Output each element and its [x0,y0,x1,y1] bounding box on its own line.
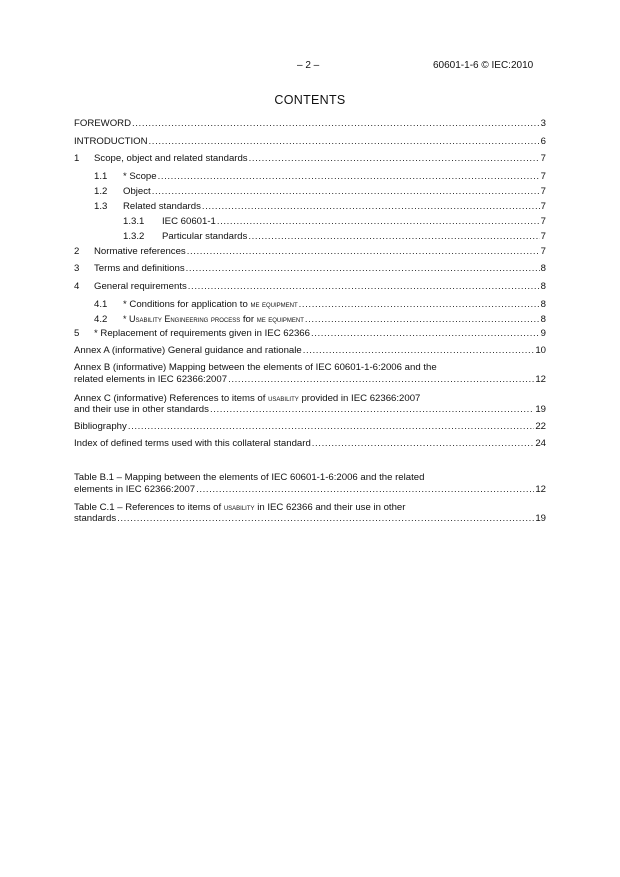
toc-entry-page: 24 [535,438,546,449]
toc-entry-label: Scope, object and related standards [94,153,248,164]
toc-entry-page: 8 [540,281,546,292]
toc-entry-page: 7 [540,201,546,212]
toc-entry-page: 8 [540,299,546,310]
toc-entry-page: 12 [535,374,546,385]
toc-entry-number: 4.2 [94,314,108,325]
page-number: – 2 – [297,60,320,71]
toc-entry-label: Particular standards [162,231,248,242]
toc-entry-page: 10 [535,345,546,356]
toc-entry-number: 1.2 [94,186,108,197]
dot-leader [132,118,540,130]
toc-entry-label: and their use in other standards [74,404,209,415]
dot-leader [248,231,539,243]
toc-entry-label: Bibliography [74,421,127,432]
toc-entry-label: INTRODUCTION [74,136,148,147]
toc-entry-clause-3[interactable] [74,263,546,275]
toc-entry-page: 9 [540,328,546,339]
toc-entry-clause-1-2[interactable] [74,186,546,198]
toc-entry-page: 7 [540,246,546,257]
toc-entry-clause-1[interactable] [74,153,546,165]
table-c1-line1[interactable]: Table C.1 – References to items of usability in IEC 62366 and their use in other [74,502,406,513]
dot-leader [152,186,540,198]
dot-leader [196,484,534,496]
toc-entry-page: 8 [540,263,546,274]
toc-entry-label: Related standards [123,201,201,212]
toc-entry-label: General requirements [94,281,187,292]
toc-entry-label: Index of defined terms used with this collateral standard [74,438,311,449]
toc-entry-number: 1.3.2 [123,231,145,242]
toc-entry-label: Object [123,186,151,197]
dot-leader [303,345,535,357]
toc-entry-label: standards [74,513,117,524]
toc-entry-label: Terms and definitions [94,263,185,274]
dot-leader [305,314,540,326]
toc-entry-label: * Conditions for application to me equipment [123,299,298,310]
dot-leader [217,216,540,228]
dot-leader [128,421,535,433]
dot-leader [210,404,534,416]
toc-entry-label: related elements in IEC 62366:2007 [74,374,228,385]
toc-entry-page: 19 [535,513,546,524]
toc-entry-label: FOREWORD [74,118,132,129]
document-reference: 60601-1-6 © IEC:2010 [433,60,534,71]
dot-leader [188,281,540,293]
toc-entry-page: 7 [540,153,546,164]
dot-leader [117,513,534,525]
toc-entry-annex-b[interactable] [74,374,546,386]
toc-entry-annex-b-line1[interactable]: Annex B (informative) Mapping between the elements of IEC 60601-1-6:2006 and the [74,362,437,373]
toc-entry-label: elements in IEC 62366:2007 [74,484,196,495]
toc-entry-clause-5[interactable] [74,328,546,340]
toc-entry-foreword[interactable] [74,118,546,130]
toc-entry-number: 5 [74,328,80,339]
dot-leader [249,153,540,165]
table-b1-line1[interactable]: Table B.1 – Mapping between the elements of IEC 60601-1-6:2006 and the related [74,472,425,483]
toc-entry-introduction[interactable] [74,136,546,148]
dot-leader [202,201,540,213]
toc-entry-label: * Scope [123,171,157,182]
toc-entry-table-b1[interactable] [74,484,546,496]
toc-entry-page: 7 [540,171,546,182]
dot-leader [149,136,540,148]
toc-entry-label: Normative references [94,246,186,257]
toc-entry-number: 4.1 [94,299,108,310]
toc-entry-page: 12 [535,484,546,495]
toc-entry-page: 7 [540,216,546,227]
toc-entry-clause-1-1[interactable] [74,171,546,183]
toc-entry-annex-a[interactable] [74,345,546,357]
toc-entry-page: 7 [540,186,546,197]
toc-entry-number: 1.3 [94,201,108,212]
toc-entry-number: 1 [74,153,80,164]
toc-entry-clause-2[interactable] [74,246,546,258]
toc-entry-page: 3 [540,118,546,129]
dot-leader [299,299,540,311]
toc-entry-number: 4 [74,281,80,292]
toc-entry-bibliography[interactable] [74,421,546,433]
toc-entry-page: 6 [540,136,546,147]
toc-entry-clause-4[interactable] [74,281,546,293]
toc-entry-clause-1-3-2[interactable] [74,231,546,243]
dot-leader [311,328,540,340]
toc-entry-table-c1[interactable] [74,513,546,525]
toc-entry-clause-4-1[interactable] [74,298,546,310]
toc-entry-index[interactable] [74,438,546,450]
toc-entry-label: * Usability Engineering process for me equipment [123,314,304,325]
dot-leader [228,374,534,386]
toc-entry-clause-4-2[interactable] [74,313,546,325]
toc-entry-annex-c[interactable] [74,404,546,416]
toc-entry-clause-1-3[interactable] [74,201,546,213]
toc-entry-label: * Replacement of requirements given in IEC 62366 [94,328,310,339]
toc-entry-number: 1.3.1 [123,216,145,227]
toc-entry-label: IEC 60601-1 [162,216,216,227]
toc-entry-label: Annex A (informative) General guidance and rationale [74,345,302,356]
toc-entry-clause-1-3-1[interactable] [74,216,546,228]
toc-entry-annex-c-line1[interactable]: Annex C (informative) References to items of usability provided in IEC 62366:2007 [74,393,421,404]
toc-entry-page: 19 [535,404,546,415]
toc-entry-number: 1.1 [94,171,108,182]
toc-entry-number: 2 [74,246,80,257]
contents-title: CONTENTS [274,93,346,107]
dot-leader [158,171,540,183]
dot-leader [186,263,540,275]
toc-entry-page: 7 [540,231,546,242]
toc-entry-page: 8 [540,314,546,325]
dot-leader [187,246,540,258]
toc-entry-number: 3 [74,263,80,274]
dot-leader [312,438,535,450]
toc-entry-page: 22 [535,421,546,432]
